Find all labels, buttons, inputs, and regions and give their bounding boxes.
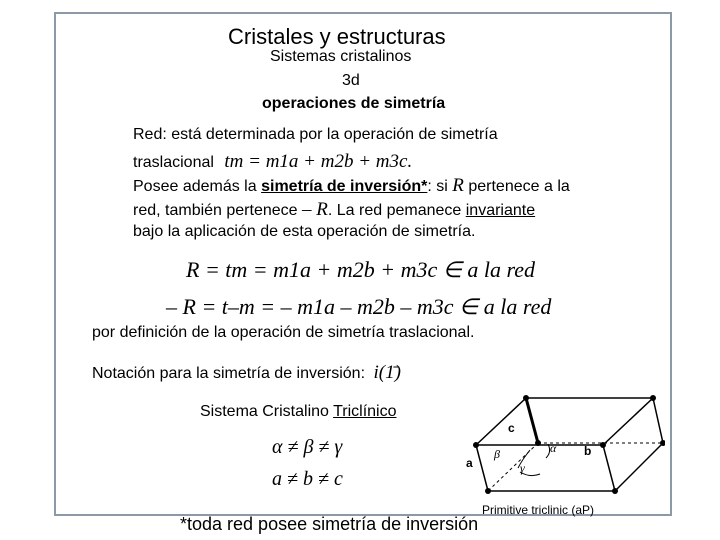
axis-c xyxy=(526,398,538,443)
inversion-symmetry-term: simetría de inversión* xyxy=(261,178,428,195)
vertex-dot xyxy=(535,440,541,446)
label-beta: β xyxy=(494,447,500,461)
vertex-dot xyxy=(600,442,606,448)
para-line-4 xyxy=(133,199,535,221)
vector-r: R xyxy=(452,175,464,196)
crystal-system-line xyxy=(200,403,397,421)
label-c: c xyxy=(508,421,515,435)
vertex-dot xyxy=(485,488,491,494)
translation-equation: tm = m1a + m2b + m3c. xyxy=(224,151,413,172)
para-line-5: bajo la aplicación de esta operación de simetría. xyxy=(133,223,476,240)
subtitle-line-3: operaciones de simetría xyxy=(262,95,446,112)
angle-condition: α ≠ β ≠ γ xyxy=(272,436,343,458)
label-b: b xyxy=(584,444,592,458)
vector-minus-r: – R xyxy=(302,199,328,220)
vertex-dot xyxy=(650,395,656,401)
para-line-3-suffix: pertenece a la xyxy=(468,178,570,195)
length-condition: a ≠ b ≠ c xyxy=(272,468,343,490)
edge-bottom-right xyxy=(615,443,663,491)
para-line-1: Red: está determinada por la operación de simetría xyxy=(133,126,498,143)
slide-title: Cristales y estructuras xyxy=(228,24,446,49)
edge-top-right xyxy=(603,398,653,445)
vertex-dot xyxy=(523,395,529,401)
label-a: a xyxy=(466,456,473,470)
footnote: *toda red posee simetría de inversión xyxy=(180,514,479,534)
subtitle-line-1: Sistemas cristalinos xyxy=(270,48,412,65)
equation-2: – R = t–m = – m1a – m2b – m3c ∈ a la red xyxy=(166,294,552,319)
label-alpha: α xyxy=(550,441,557,455)
vertex-dot xyxy=(612,488,618,494)
edge-back-right xyxy=(653,398,663,443)
system-name: Triclínico xyxy=(333,403,397,420)
edge-top-left xyxy=(476,398,526,445)
label-gamma: γ xyxy=(520,461,525,475)
definition-note: por definición de la operación de simetría traslacional. xyxy=(92,324,475,341)
inversion-symbol: i(1̄) xyxy=(373,362,401,383)
para-line-3 xyxy=(133,175,570,197)
para-line-4-prefix: red, también pertenece xyxy=(133,202,298,219)
notation-line xyxy=(92,362,401,384)
equation-1: R = tm = m1a + m2b + m3c ∈ a la red xyxy=(186,257,536,282)
subtitle-line-2: 3d xyxy=(342,72,360,89)
system-prefix: Sistema Cristalino xyxy=(200,403,329,420)
invariant-term: invariante xyxy=(465,202,536,219)
para-line-3-mid: : si xyxy=(427,178,448,195)
diagram-caption: Primitive triclinic (aP) xyxy=(482,503,595,517)
para-line-3-prefix: Posee además la xyxy=(133,178,257,195)
para-line-2-prefix: traslacional xyxy=(133,154,214,171)
para-line-4-mid: . La red pemanece xyxy=(327,202,462,219)
vertex-dot xyxy=(473,442,479,448)
notation-label: Notación para la simetría de inversión: xyxy=(92,365,366,382)
para-line-2 xyxy=(133,151,412,173)
triclinic-cell-diagram xyxy=(460,388,665,518)
